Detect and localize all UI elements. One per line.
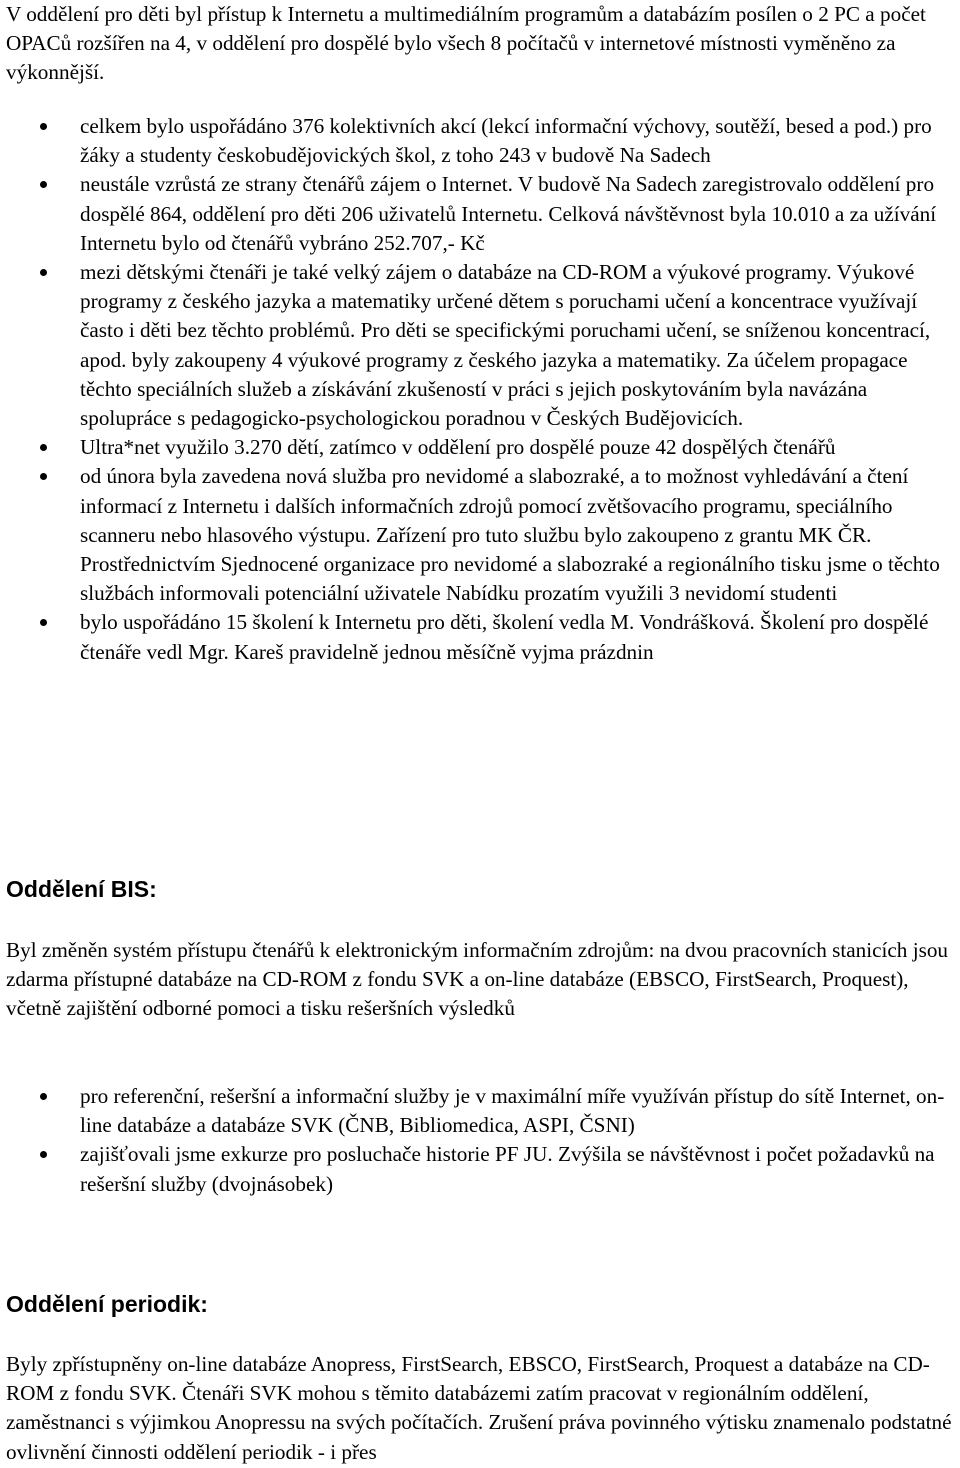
list-item	[0, 462, 955, 608]
bis-bullet-list	[0, 1082, 960, 1199]
list-item-text: Ultra*net využilo 3.270 dětí, zatímco v oddělení pro dospělé pouze 42 dospělých čtenářů	[80, 435, 836, 460]
bis-paragraph: Byl změněn systém přístupu čtenářů k elektronickým informačním zdrojům: na dvou pracovních stanicích jsou zdarma přístupné databáze na CD-ROM z fondu SVK a on-line databáze (EBSCO, FirstSearch, Proquest), včetně zajištění odborné pomoci a tisku rešeršních výsledků	[6, 938, 949, 1021]
list-item	[0, 433, 955, 462]
list-item-text: zajišťovali jsme exkurze pro posluchače historie PF JU. Zvýšila se návštěvnost i počet požadavků na rešeršní služby (dvojnásobek)	[80, 1142, 935, 1196]
list-item-text: pro referenční, rešeršní a informační služby je v maximální míře využíván přístup do sítě Internet, on-line databáze a databáze SVK (ČNB, Bibliomedica, ASPI, ČSNI)	[80, 1084, 945, 1138]
periodika-paragraph: Byly zpřístupněny on-line databáze Anopress, FirstSearch, EBSCO, FirstSearch, Proquest a databáze na CD-ROM z fondu SVK. Čtenáři SVK mohou s těmito databázemi zatím pracovat v regionálním oddělení, zaměstnanci s výjimkou Anopressu na svých počítačích. Zrušení práva povinného výtisku znamenalo podstatné ovlivnění činnosti oddělení periodik - i přes	[6, 1352, 952, 1464]
bullet-icon	[40, 619, 47, 626]
bullet-icon	[40, 269, 47, 276]
list-item	[0, 1140, 955, 1198]
section-heading-periodika: Oddělení periodik:	[6, 1291, 208, 1317]
list-item	[0, 170, 955, 258]
bullet-icon	[40, 181, 47, 188]
list-item-text: celkem bylo uspořádáno 376 kolektivních akcí (lekcí informační výchovy, soutěží, besed a pod.) pro žáky a studenty českobudějovických škol, z toho 243 v budově Na Sadech	[80, 114, 932, 168]
list-item	[0, 112, 955, 170]
list-item-text: neustále vzrůstá ze strany čtenářů zájem o Internet. V budově Na Sadech zaregistrovalo oddělení pro dospělé 864, oddělení pro děti 206 uživatelů Internetu. Celková návštěvnost byla 10.010 a za užívání Internetu bylo od čtenářů vybráno 252.707,- Kč	[80, 172, 937, 255]
bullet-icon	[40, 123, 47, 130]
list-item-text: mezi dětskými čtenáři je také velký zájem o databáze na CD-ROM a výukové programy. Výukové programy z českého jazyka a matematiky určené dětem s poruchami učení a koncentrace využívají často i děti bez těchto problémů. Pro děti se specifickými poruchami učení, se sníženou koncentrací, apod. byly zakoupeny 4 výukové programy z českého jazyka a matematiky. Za účelem propagace těchto speciálních služeb a získávání zkušeností v práci s jejich poskytováním byla navázána spolupráce s pedagogicko-psychologickou poradnou v Českých Budějovicích.	[80, 260, 931, 431]
bullet-icon	[40, 444, 47, 451]
bullet-icon	[40, 1093, 47, 1100]
services-bullet-list	[0, 112, 960, 667]
bullet-icon	[40, 473, 47, 480]
list-item	[0, 258, 955, 433]
list-item-text: bylo uspořádáno 15 školení k Internetu pro děti, školení vedla M. Vondrášková. Školení pro dospělé čtenáře vedl Mgr. Kareš pravidelně jednou měsíčně vyjma prázdnin	[80, 610, 929, 664]
list-item	[0, 1082, 955, 1140]
bullet-icon	[40, 1151, 47, 1158]
section-heading-bis: Oddělení BIS:	[6, 876, 157, 902]
list-item	[0, 608, 955, 666]
list-item-text: od února byla zavedena nová služba pro nevidomé a slabozraké, a to možnost vyhledávání a čtení informací z Internetu i dalších informačních zdrojů pomocí zvětšovacího programu, speciálního scanneru nebo hlasového výstupu. Zařízení pro tuto službu bylo zakoupeno z grantu MK ČR. Prostřednictvím Sjednocené organizace pro nevidomé a slabozraké a regionálního tisku jsme o těchto službách informovali potenciální uživatele Nabídku prozatím využili 3 nevidomí studenti	[80, 464, 940, 606]
intro-paragraph: V oddělení pro děti byl přístup k Internetu a multimediálním programům a databázím posílen o 2 PC a počet OPACů rozšířen na 4, v oddělení pro dospělé bylo všech 8 počítačů v internetové místnosti vyměněno za výkonnější.	[6, 2, 926, 85]
